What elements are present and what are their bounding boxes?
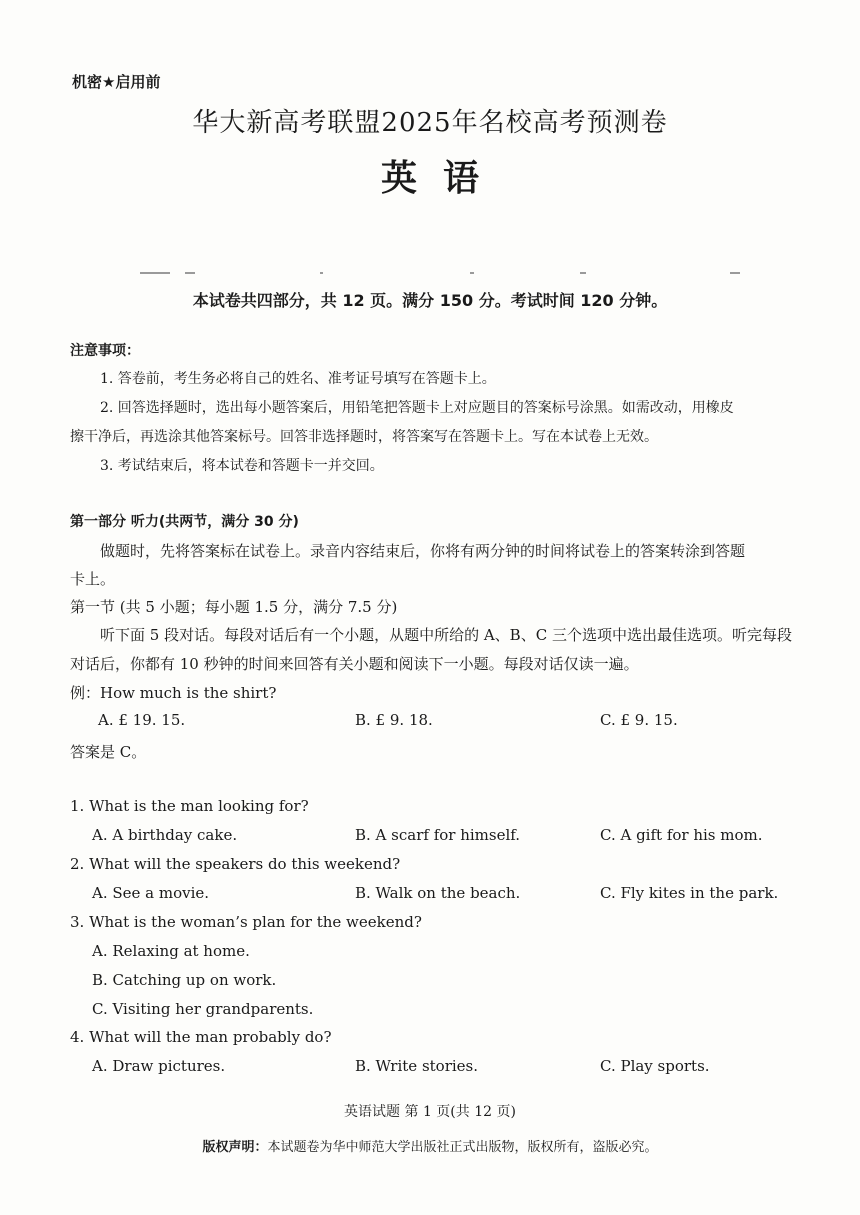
copyright-text: 本试题卷为华中师范大学出版社正式出版物，版权所有，盗版必究。 [267, 1140, 658, 1155]
part1-intro-continued: 卡上。 [70, 570, 116, 588]
page-footer: 英语试题 第 1 页(共 12 页) [344, 1104, 516, 1120]
notice-item: 3. 考试结束后，将本试卷和答题卡一并交回。 [100, 458, 384, 474]
example-option-a: A. £ 19. 15. [98, 711, 186, 729]
section1-instructions: 听下面 5 段对话。每段对话后有一个小题，从题中所给的 A、B、C 三个选项中选出最佳选项。听完每段 [100, 626, 792, 644]
question-2-option-a: A. See a movie. [92, 884, 210, 902]
question-2-option-b: B. Walk on the beach. [355, 884, 521, 902]
example-option-b: B. £ 9. 18. [355, 711, 433, 729]
question-3: 3. What is the woman’s plan for the weekend? [70, 913, 422, 931]
question-4-option-a: A. Draw pictures. [92, 1057, 226, 1075]
example-question: 例：How much is the shirt? [70, 684, 277, 702]
question-1-option-a: A. A birthday cake. [92, 826, 238, 844]
section1-instructions-continued: 对话后，你都有 10 秒钟的时间来回答有关小题和阅读下一小题。每段对话仅读一遍。 [70, 655, 639, 673]
question-4-option-b: B. Write stories. [355, 1057, 479, 1075]
question-3-option-a: A. Relaxing at home. [92, 942, 250, 960]
subject-title: 英语 [380, 157, 505, 199]
notice-item-continued: 擦干净后，再选涂其他答案标号。回答非选择题时，将答案写在答题卡上。写在本试卷上无效。 [70, 429, 658, 445]
question-4: 4. What will the man probably do? [70, 1028, 332, 1046]
copyright-label: 版权声明： [202, 1140, 268, 1155]
example-answer: 答案是 C。 [70, 743, 147, 761]
part1-heading: 第一部分 听力(共两节，满分 30 分) [70, 514, 299, 530]
confidential-label: 机密★启用前 [72, 73, 161, 91]
question-4-option-c: C. Play sports. [600, 1057, 710, 1075]
copyright-notice [0, 1136, 860, 1155]
section1-heading: 第一节 (共 5 小题；每小题 1.5 分，满分 7.5 分) [70, 598, 398, 616]
part1-intro: 做题时，先将答案标在试卷上。录音内容结束后，你将有两分钟的时间将试卷上的答案转涂到答题 [100, 542, 746, 560]
question-1: 1. What is the man looking for? [70, 797, 309, 815]
question-2-option-c: C. Fly kites in the park. [600, 884, 779, 902]
question-3-option-b: B. Catching up on work. [92, 971, 277, 989]
notice-item: 1. 答卷前，考生务必将自己的姓名、准考证号填写在答题卡上。 [100, 371, 496, 387]
notice-item: 2. 回答选择题时，选出每小题答案后，用铅笔把答题卡上对应题目的答案标号涂黑。如需改动，用橡皮 [100, 400, 734, 416]
notice-heading: 注意事项： [70, 343, 140, 359]
exam-title: 华大新高考联盟2025年名校高考预测卷 [192, 108, 668, 138]
question-1-option-b: B. A scarf for himself. [355, 826, 521, 844]
question-2: 2. What will the speakers do this weekend? [70, 855, 401, 873]
scan-artifact-line [140, 272, 740, 276]
exam-summary: 本试卷共四部分，共 12 页。满分 150 分。考试时间 120 分钟。 [192, 291, 668, 310]
example-option-c: C. £ 9. 15. [600, 711, 678, 729]
question-3-option-c: C. Visiting her grandparents. [92, 1000, 314, 1018]
question-1-option-c: C. A gift for his mom. [600, 826, 763, 844]
